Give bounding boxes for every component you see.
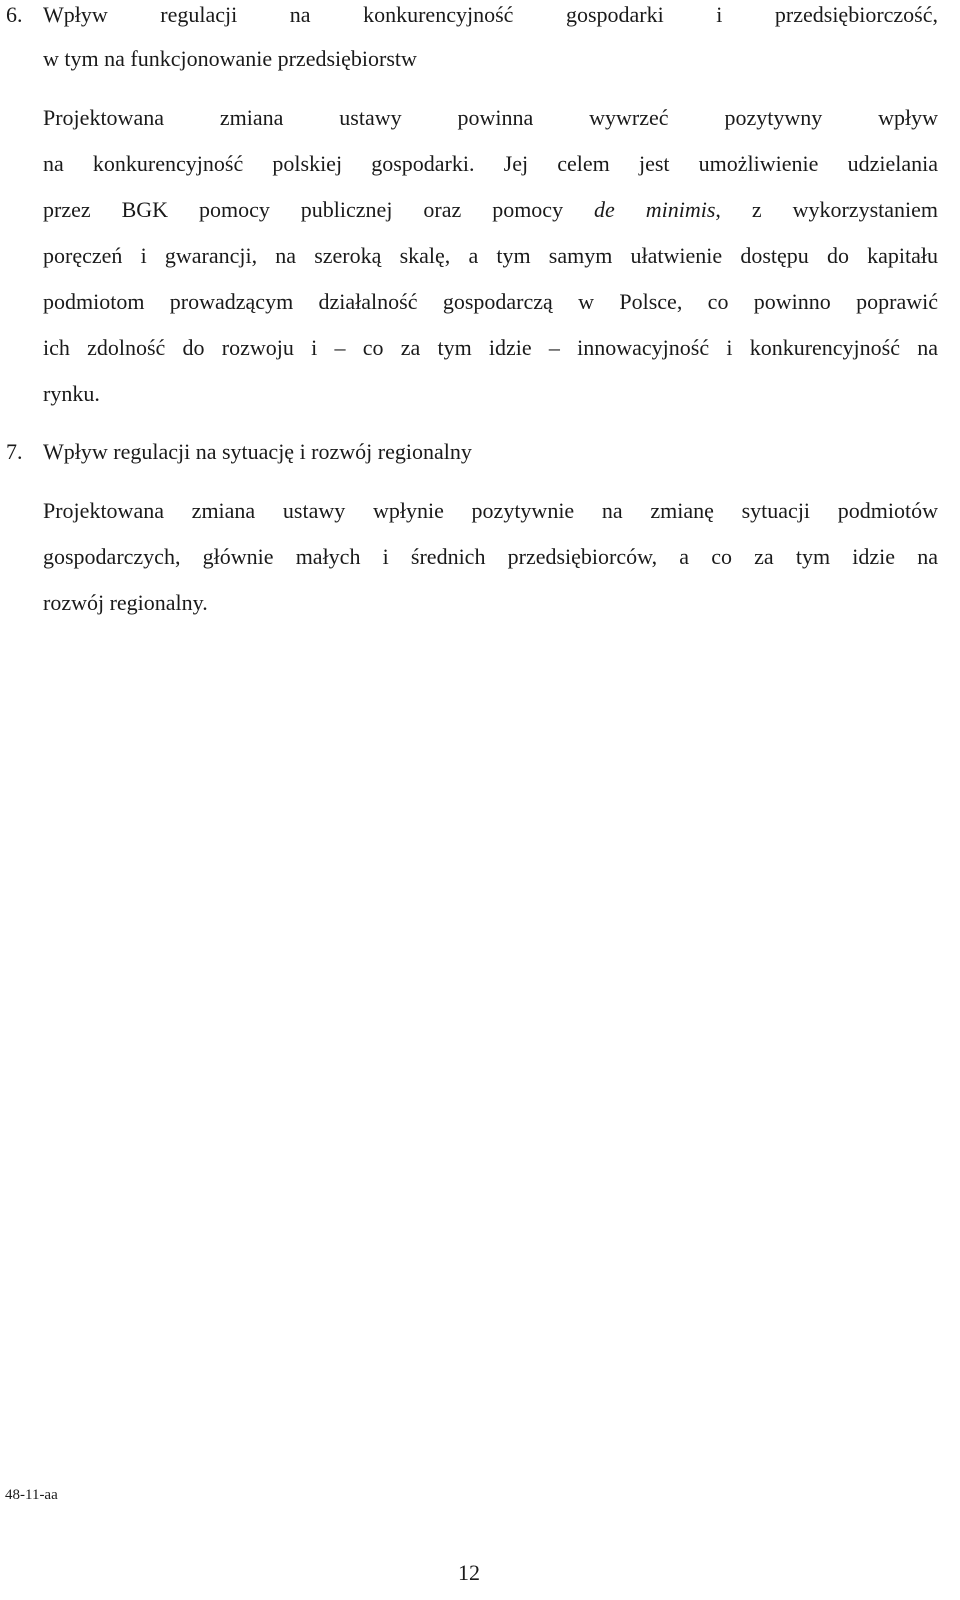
section-6-number: 6. <box>6 2 23 27</box>
section-6-paragraph-line-4: poręczeń i gwarancji, na szeroką skalę, a tym samym ułatwienie dostępu do kapitału <box>43 243 938 268</box>
section-6-paragraph-line-2: na konkurencyjność polskiej gospodarki. Jej celem jest umożliwienie udzielania <box>43 151 938 176</box>
section-6-paragraph-line-5: podmiotom prowadzącym działalność gospodarczą w Polsce, co powinno poprawić <box>43 289 938 314</box>
section-7-heading: Wpływ regulacji na sytuację i rozwój regionalny <box>43 439 472 464</box>
section-7-paragraph-line-1: Projektowana zmiana ustawy wpłynie pozytywnie na zmianę sytuacji podmiotów <box>43 498 938 523</box>
page-number: 12 <box>458 1560 480 1585</box>
section-6-paragraph-line-3 <box>43 198 938 222</box>
section-7-paragraph-line-3: rozwój regionalny. <box>43 590 208 615</box>
text-run: , z wykorzystaniem <box>715 197 938 222</box>
section-6-paragraph-line-7: rynku. <box>43 381 100 406</box>
section-7-number: 7. <box>6 439 23 464</box>
section-6-paragraph-line-1: Projektowana zmiana ustawy powinna wywrzeć pozytywny wpływ <box>43 105 938 130</box>
section-6-heading-line-1: Wpływ regulacji na konkurencyjność gospodarki i przedsiębiorczość, <box>43 2 938 27</box>
section-7-paragraph-line-2: gospodarczych, głównie małych i średnich przedsiębiorców, a co za tym idzie na <box>43 544 938 569</box>
document-code: 48-11-aa <box>5 1487 58 1503</box>
section-6-heading-line-2: w tym na funkcjonowanie przedsiębiorstw <box>43 46 417 71</box>
section-6-paragraph-line-6: ich zdolność do rozwoju i – co za tym idzie – innowacyjność i konkurencyjność na <box>43 335 938 360</box>
italic-term: de minimis <box>594 197 716 222</box>
text-run: przez BGK pomocy publicznej oraz pomocy <box>43 197 564 222</box>
